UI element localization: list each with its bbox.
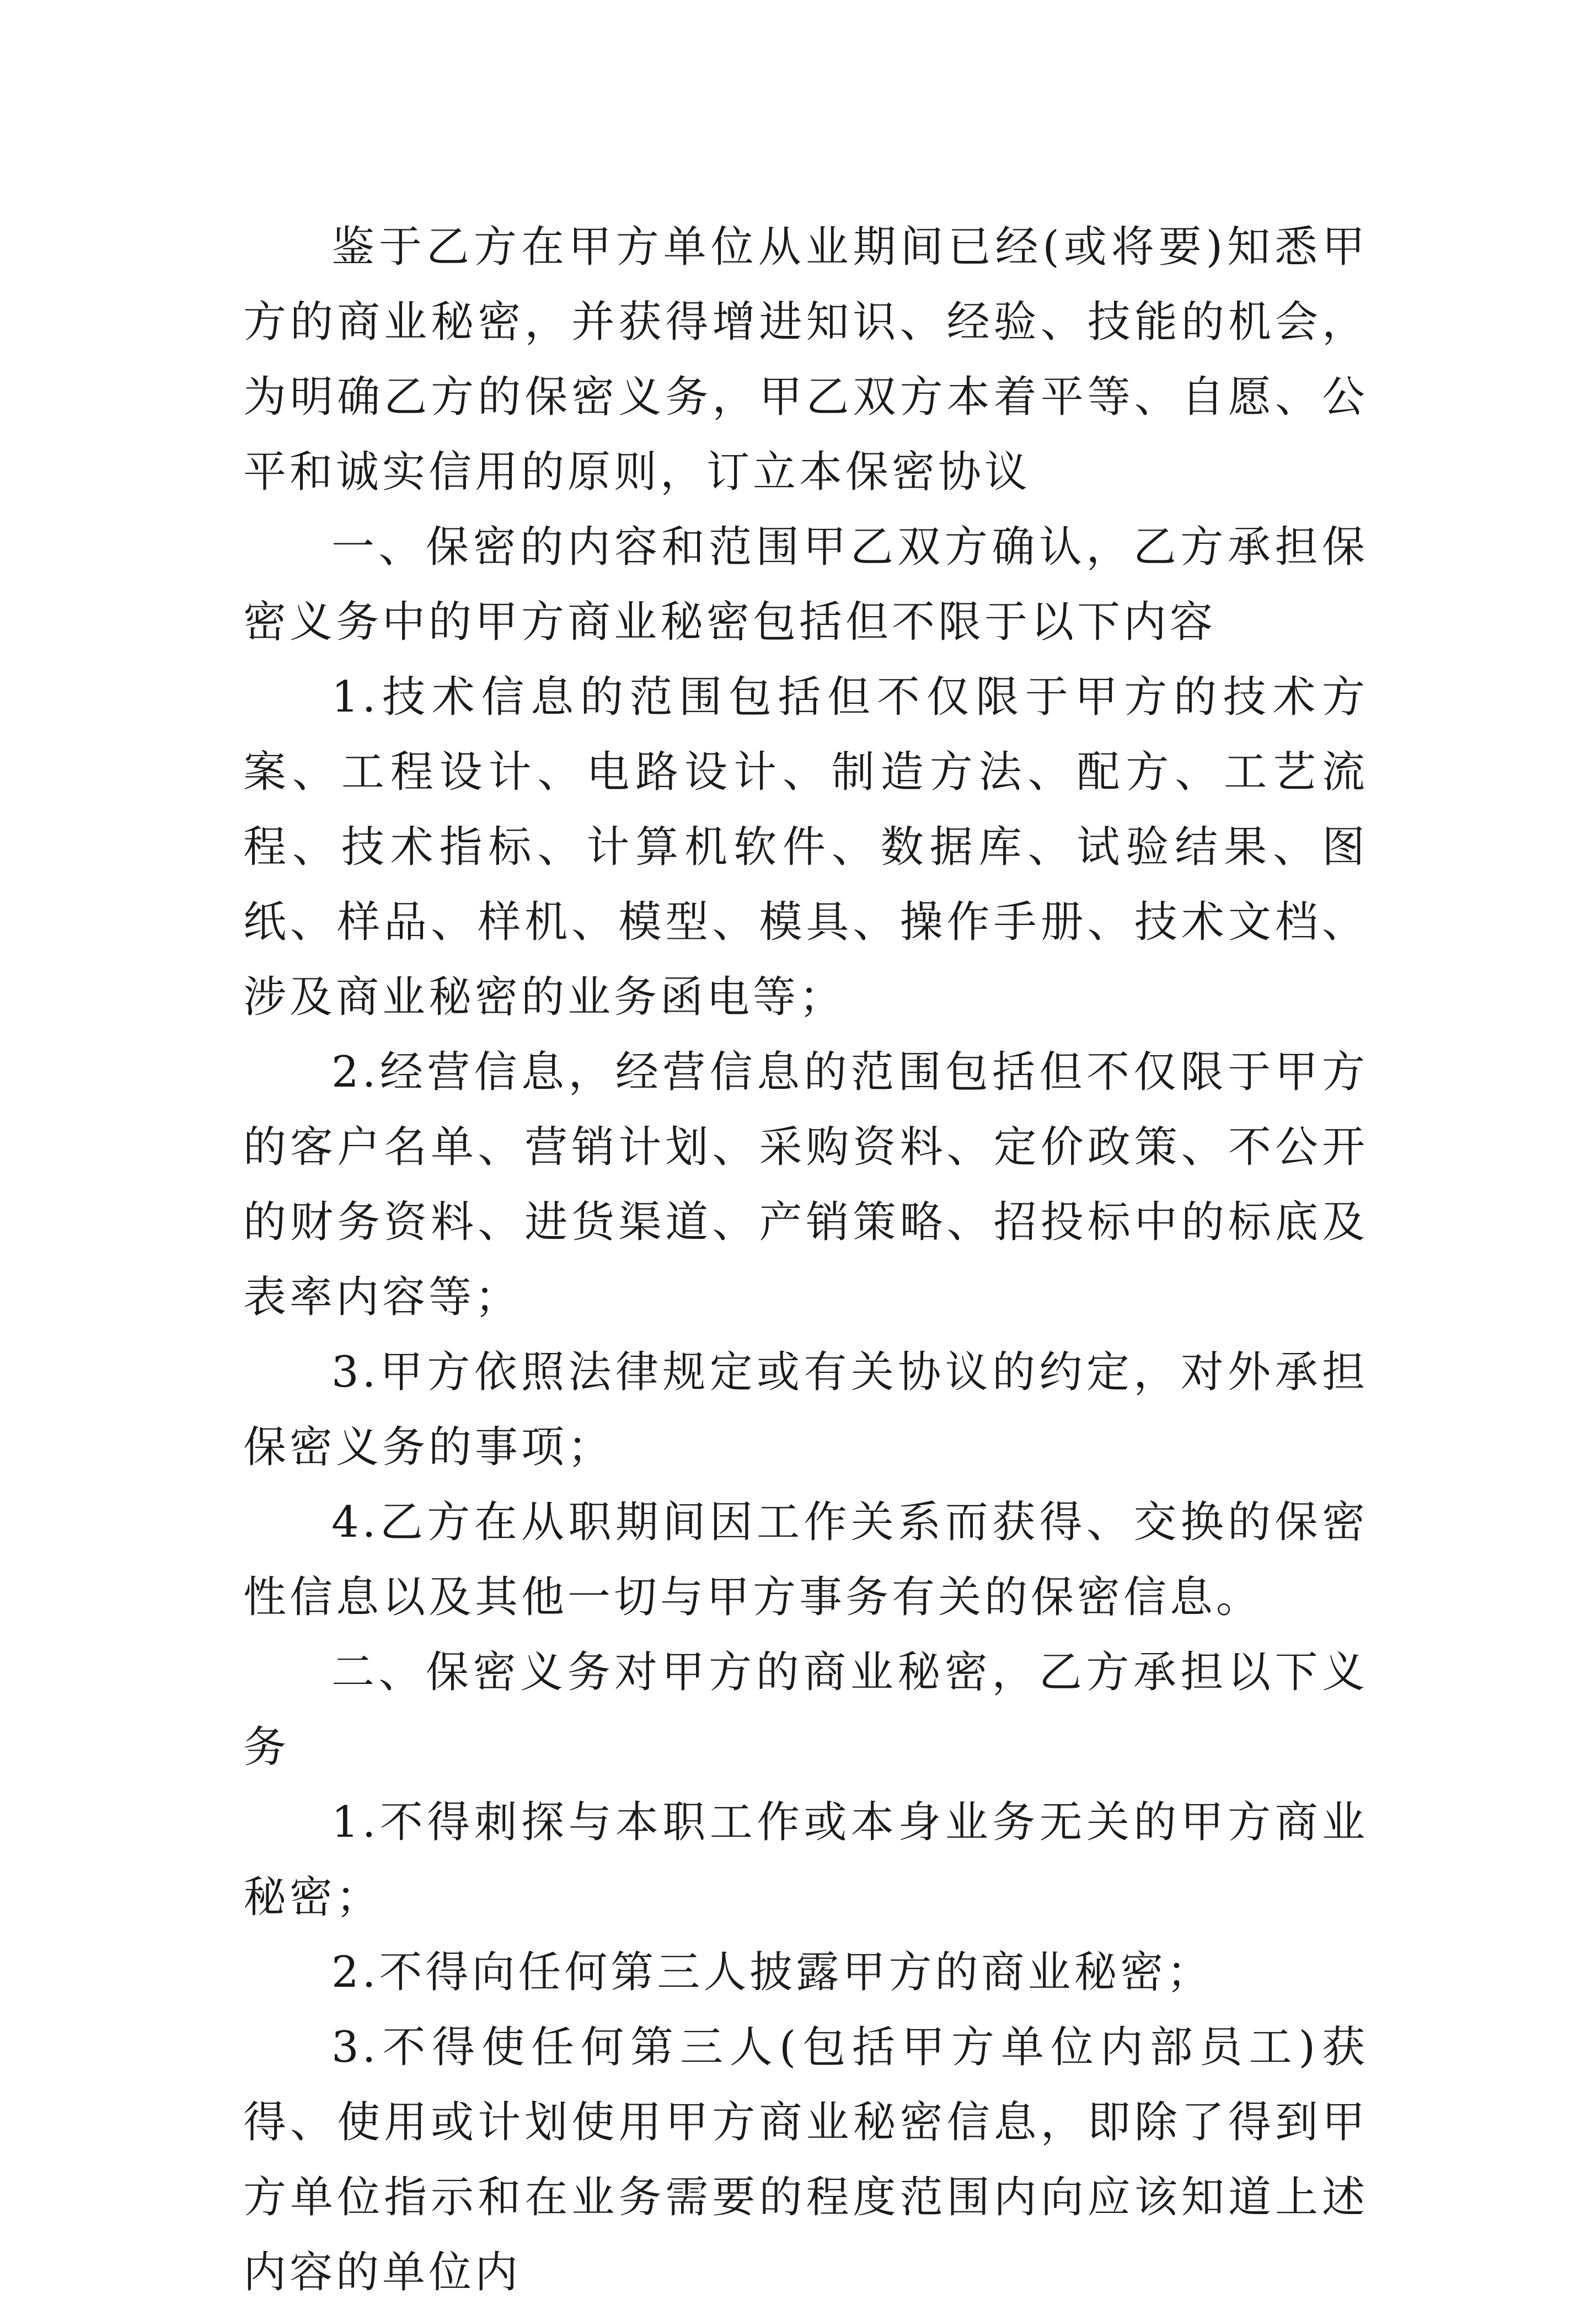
paragraph-preamble: 鉴于乙方在甲方单位从业期间已经(或将要)知悉甲方的商业秘密，并获得增进知识、经验、技能的机会，为明确乙方的保密义务，甲乙双方本着平等、自愿、公平和诚实信用的原则，订立本保密协议 [243,222,1368,497]
paragraph-other-info: 4.乙方在从职期间因工作关系而获得、交换的保密性信息以及其他一切与甲方事务有关的保密信息。 [243,1498,1368,1622]
paragraph-business-info: 2.经营信息，经营信息的范围包括但不仅限于甲方的客户名单、营销计划、采购资料、定价政策、不公开的财务资料、进货渠道、产销策略、招投标中的标底及表率内容等； [243,1047,1368,1322]
paragraph-section-1-heading: 一、保密的内容和范围甲乙双方确认，乙方承担保密义务中的甲方商业秘密包括但不限于以下内容 [243,522,1368,647]
paragraph-technical-info: 1.技术信息的范围包括但不仅限于甲方的技术方案、工程设计、电路设计、制造方法、配方、工艺流程、技术指标、计算机软件、数据库、试验结果、图纸、样品、样机、模型、模具、操作手册、技术文档、涉及商业秘密的业务函电等； [243,672,1368,1022]
paragraph-obligation-2: 2.不得向任何第三人披露甲方的商业秘密； [331,1948,1213,1997]
paragraph-legal-obligations: 3.甲方依照法律规定或有关协议的约定，对外承担保密义务的事项； [243,1348,1368,1472]
paragraph-section-2-heading: 二、保密义务对甲方的商业秘密，乙方承担以下义务 [243,1648,1368,1772]
paragraph-obligation-1: 1.不得刺探与本职工作或本身业务无关的甲方商业秘密； [243,1798,1368,1922]
paragraph-obligation-3: 3.不得使任何第三人(包括甲方单位内部员工)获得、使用或计划使用甲方商业秘密信息，即除了得到甲方单位指示和在业务需要的程度范围内向应该知道上述内容的单位内 [243,2023,1368,2297]
document-body [243,210,1368,2310]
